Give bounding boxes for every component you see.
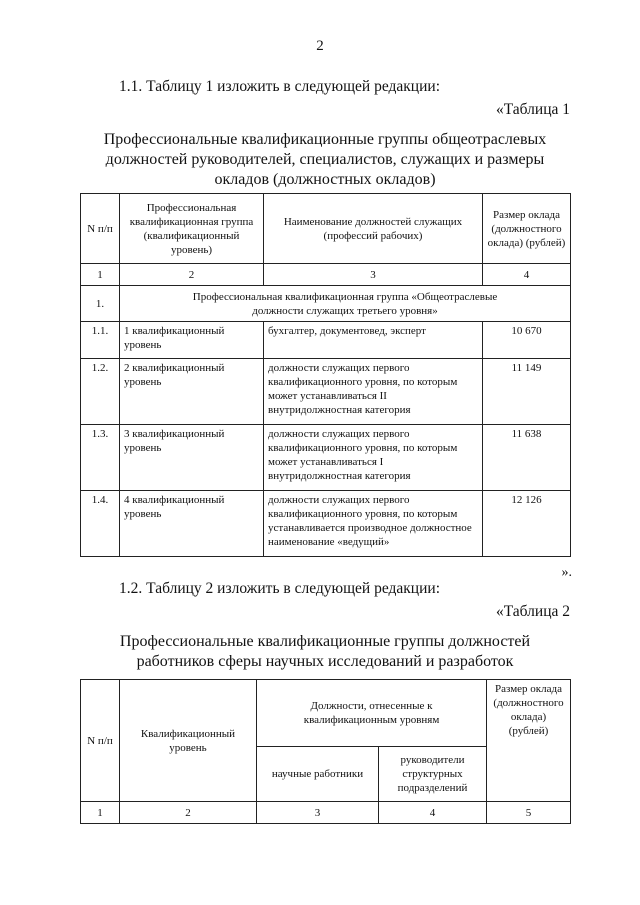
row-salary: 11 149: [483, 359, 571, 425]
col-number: 4: [483, 264, 571, 286]
header-salary: Размер оклада (должностного оклада) (рублей): [487, 680, 571, 802]
table2-title: [90, 632, 560, 672]
table1-group-row: [81, 286, 571, 322]
row-salary: 10 670: [483, 322, 571, 359]
row-positions: должности служащих первого квалификационного уровня, по которым может устанавливаться II внутридолжностная категория: [264, 359, 483, 425]
col-number: 2: [120, 264, 264, 286]
header-heads: руководители структурных подразделений: [379, 747, 487, 802]
row-num: 1.2.: [81, 359, 120, 425]
table1-header-row: [81, 194, 571, 264]
table-row: [81, 359, 571, 425]
header-positions: Должности, отнесенные к квалификационным уровням: [257, 680, 487, 747]
header-names: Наименование должностей служащих (профессий рабочих): [264, 194, 483, 264]
group-text: Профессиональная квалификационная группа «Общеотраслевые должности служащих третьего уровня»: [120, 286, 571, 322]
col-number: 5: [487, 802, 571, 824]
row-num: 1.3.: [81, 425, 120, 491]
table2-title-line: Профессиональные квалификационные группы должностей: [119, 633, 531, 650]
header-level: Квалификационный уровень: [120, 680, 257, 802]
row-positions: должности служащих первого квалификационного уровня, по которым может устанавливаться I внутридолжностная категория: [264, 425, 483, 491]
table2: [80, 679, 571, 824]
table1-title: [90, 130, 560, 190]
table2-title-line: работников сферы научных исследований и разработок: [136, 653, 514, 670]
col-number: 3: [264, 264, 483, 286]
table1-closing-quote: ».: [561, 565, 572, 580]
table1-colnum-row: [81, 264, 571, 286]
row-positions: бухгалтер, документовед, эксперт: [264, 322, 483, 359]
table1-title-line: должностей руководителей, специалистов, служащих и размеры: [105, 151, 545, 168]
row-salary: 12 126: [483, 491, 571, 557]
section2-instruction: 1.2. Таблицу 2 изложить в следующей редакции:: [119, 580, 440, 597]
row-num: 1.4.: [81, 491, 120, 557]
col-number: 3: [257, 802, 379, 824]
table2-header-row: [81, 680, 571, 747]
group-num: 1.: [81, 286, 120, 322]
row-level: 4 квалификационный уровень: [120, 491, 264, 557]
header-salary: Размер оклада (должностного оклада) (рублей): [483, 194, 571, 264]
row-level: 3 квалификационный уровень: [120, 425, 264, 491]
row-level: 2 квалификационный уровень: [120, 359, 264, 425]
table1-title-line: Профессиональные квалификационные группы общеотраслевых: [103, 131, 547, 148]
section2-table-label: «Таблица 2: [495, 603, 570, 620]
section1-instruction: 1.1. Таблицу 1 изложить в следующей редакции:: [119, 78, 440, 95]
col-number: 4: [379, 802, 487, 824]
row-num: 1.1.: [81, 322, 120, 359]
section1-table-label: «Таблица 1: [495, 101, 570, 118]
col-number: 2: [120, 802, 257, 824]
table-row: [81, 425, 571, 491]
header-researchers: научные работники: [257, 747, 379, 802]
table-row: [81, 491, 571, 557]
table-row: [81, 322, 571, 359]
header-num: N п/п: [81, 680, 120, 802]
header-group: Профессиональная квалификационная группа (квалификационный уровень): [120, 194, 264, 264]
page-number: 2: [316, 38, 324, 54]
table1-title-line: окладов (должностных окладов): [214, 171, 436, 188]
header-num: N п/п: [81, 194, 120, 264]
row-positions: должности служащих первого квалификационного уровня, по которым устанавливается производное должностное наименование «ведущий»: [264, 491, 483, 557]
table2-colnum-row: [81, 802, 571, 824]
row-level: 1 квалификационный уровень: [120, 322, 264, 359]
col-number: 1: [81, 802, 120, 824]
col-number: 1: [81, 264, 120, 286]
row-salary: 11 638: [483, 425, 571, 491]
table1: [80, 193, 571, 557]
